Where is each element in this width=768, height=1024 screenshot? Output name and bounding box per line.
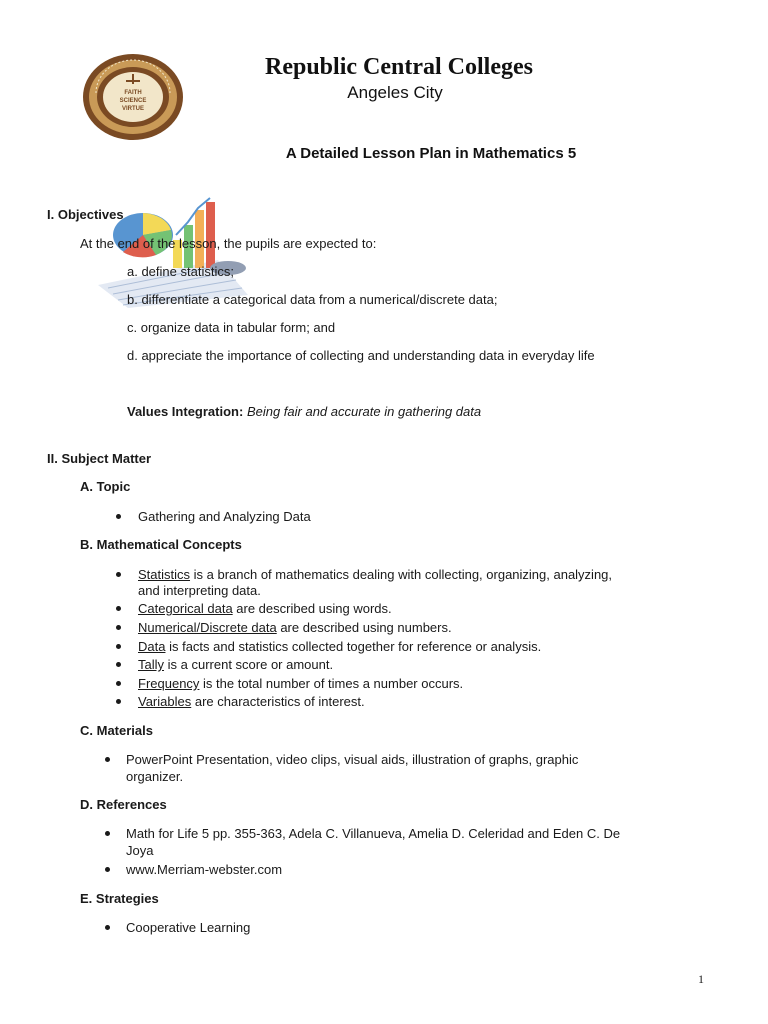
svg-text:VIRTUE: VIRTUE xyxy=(121,106,145,112)
strategies-heading: E. Strategies xyxy=(80,891,159,906)
concept-term: Frequency xyxy=(138,676,200,691)
topic-text: Gathering and Analyzing Data xyxy=(138,509,311,524)
bullet-icon xyxy=(116,514,121,519)
bullet-icon xyxy=(116,699,121,704)
concept-definition: is facts and statistics collected together for reference or analysis. xyxy=(165,639,542,654)
college-city: Angeles City xyxy=(347,83,443,102)
concept-definition: is the total number of times a number occurs. xyxy=(199,676,464,691)
concept-term: Variables xyxy=(138,694,192,709)
objective-item-d: d. appreciate the importance of collecting and understanding data in everyday life xyxy=(127,348,595,363)
concept-term: Numerical/Discrete data xyxy=(138,620,277,635)
concept-numerical-data xyxy=(138,620,452,635)
svg-text:SCIENCE: SCIENCE xyxy=(119,98,147,104)
references-heading: D. References xyxy=(80,797,167,812)
bullet-icon xyxy=(105,925,110,930)
college-name: Republic Central Colleges xyxy=(265,54,533,80)
page-number: 1 xyxy=(698,972,704,986)
objective-item-c: c. organize data in tabular form; and xyxy=(127,320,336,335)
subject-matter-heading: II. Subject Matter xyxy=(47,451,152,466)
concept-frequency xyxy=(138,676,463,691)
concept-definition: are described using words. xyxy=(232,601,392,616)
concept-definition: are characteristics of interest. xyxy=(191,694,365,709)
svg-text:FAITH: FAITH xyxy=(124,90,142,96)
concept-term: Statistics xyxy=(138,567,191,582)
reference-item: Math for Life 5 pp. 355-363, Adela C. Villanueva, Amelia D. Celeridad and Eden C. De xyxy=(126,826,621,841)
topic-heading: A. Topic xyxy=(80,479,131,494)
concept-tally xyxy=(138,657,333,672)
objective-item-a: a. define statistics; xyxy=(127,264,234,279)
document-title: A Detailed Lesson Plan in Mathematics 5 xyxy=(285,145,577,162)
concept-data xyxy=(138,639,541,654)
concepts-heading: B. Mathematical Concepts xyxy=(80,537,242,552)
bullet-icon xyxy=(116,644,121,649)
values-integration xyxy=(127,404,481,419)
bullet-icon xyxy=(116,681,121,686)
materials-heading: C. Materials xyxy=(80,723,153,738)
concept-definition: is a current score or amount. xyxy=(164,657,334,672)
bullet-icon xyxy=(105,867,110,872)
objectives-heading: I. Objectives xyxy=(47,207,124,222)
bullet-icon xyxy=(116,572,121,577)
bullet-icon xyxy=(105,757,110,762)
strategy-item: Cooperative Learning xyxy=(126,920,251,935)
bullet-icon xyxy=(105,831,110,836)
objectives-intro: At the end of the lesson, the pupils are expected to: xyxy=(80,236,377,251)
reference-item-cont: Joya xyxy=(126,843,154,858)
reference-item: www.Merriam-webster.com xyxy=(126,862,283,877)
concept-statistics xyxy=(138,567,612,582)
materials-text: PowerPoint Presentation, video clips, visual aids, illustration of graphs, graphic xyxy=(126,752,579,767)
concept-term: Data xyxy=(138,639,166,654)
materials-text-cont: organizer. xyxy=(126,769,184,784)
concept-definition: are described using numbers. xyxy=(276,620,452,635)
concept-term: Categorical data xyxy=(138,601,233,616)
concept-variables xyxy=(138,694,365,709)
concept-definition: is a branch of mathematics dealing with collecting, organizing, analyzing, xyxy=(190,567,613,582)
bullet-icon xyxy=(116,606,121,611)
values-integration-label: Values Integration: xyxy=(127,404,244,419)
concept-term: Tally xyxy=(138,657,165,672)
bullet-icon xyxy=(116,662,121,667)
bullet-icon xyxy=(116,625,121,630)
concept-statistics-cont: and interpreting data. xyxy=(138,583,261,598)
objective-item-b: b. differentiate a categorical data from a numerical/discrete data; xyxy=(127,292,498,307)
values-integration-text: Being fair and accurate in gathering data xyxy=(246,404,482,419)
concept-categorical-data xyxy=(138,601,392,616)
